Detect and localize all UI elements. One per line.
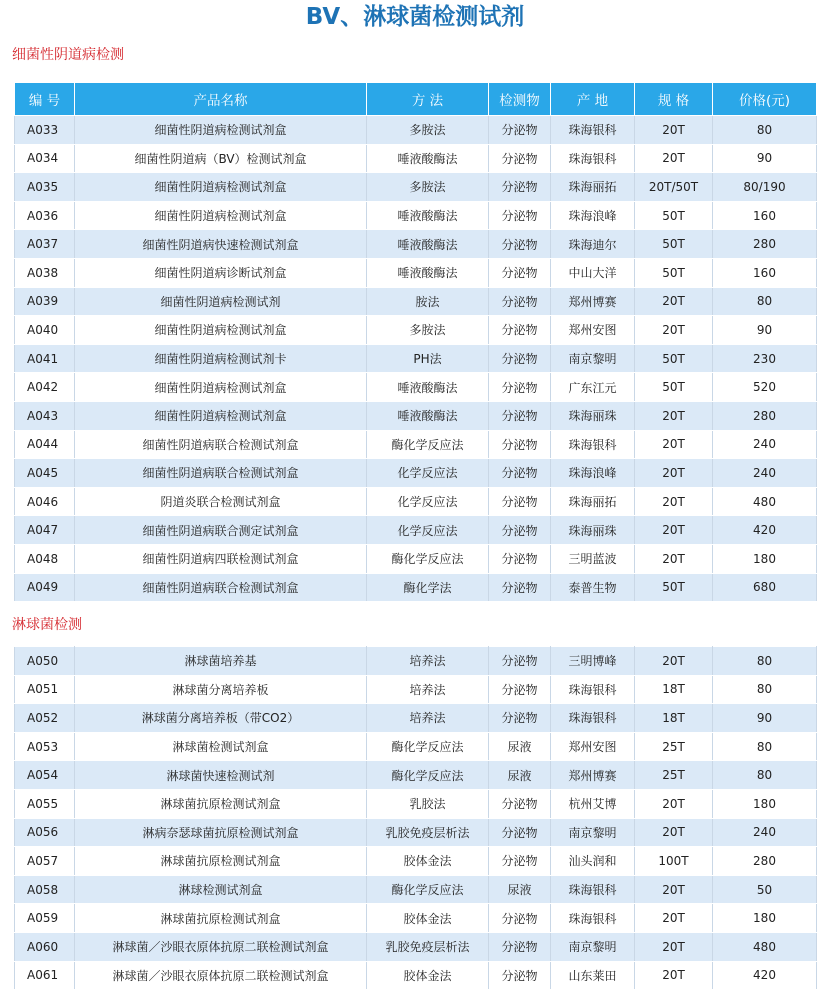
cell-product-name: 淋球菌培养基 [75,647,367,676]
cell-spec: 20T [635,487,713,516]
table-row [15,875,817,904]
cell-price: 240 [713,430,817,459]
cell-code: A043 [15,401,75,430]
cell-spec: 20T [635,789,713,818]
cell-code: A059 [15,904,75,933]
cell-spec: 50T [635,573,713,602]
cell-method: 化学反应法 [367,516,489,545]
cell-product-name: 细菌性阴道病联合检测试剂盒 [75,573,367,602]
cell-spec: 20T [635,287,713,316]
cell-price: 420 [713,961,817,990]
cell-price: 480 [713,932,817,961]
cell-price: 280 [713,847,817,876]
cell-sample: 尿液 [489,732,551,761]
cell-spec: 20T [635,875,713,904]
cell-origin: 珠海丽珠 [551,401,635,430]
cell-price: 160 [713,258,817,287]
cell-origin: 中山大洋 [551,258,635,287]
cell-method: 胺法 [367,287,489,316]
cell-product-name: 细菌性阴道病联合检测试剂盒 [75,459,367,488]
cell-code: A041 [15,344,75,373]
cell-origin: 珠海银科 [551,704,635,733]
cell-origin: 泰普生物 [551,573,635,602]
cell-product-name: 细菌性阴道病快速检测试剂盒 [75,230,367,259]
cell-method: 唾液酸酶法 [367,373,489,402]
cell-code: A033 [15,116,75,145]
cell-code: A036 [15,201,75,230]
cell-price: 520 [713,373,817,402]
cell-code: A052 [15,704,75,733]
table-row [15,789,817,818]
cell-origin: 杭州艾博 [551,789,635,818]
cell-origin: 珠海丽拓 [551,487,635,516]
cell-sample: 分泌物 [489,487,551,516]
section-heading-gonorrhea: 淋球菌检测 [12,617,82,633]
cell-product-name: 阴道炎联合检测试剂盒 [75,487,367,516]
cell-method: 酶化学反应法 [367,761,489,790]
cell-spec: 20T [635,116,713,145]
cell-code: A045 [15,459,75,488]
cell-method: 多胺法 [367,316,489,345]
cell-price: 80 [713,647,817,676]
cell-code: A044 [15,430,75,459]
cell-code: A061 [15,961,75,990]
cell-origin: 珠海银科 [551,875,635,904]
cell-sample: 分泌物 [489,258,551,287]
cell-price: 80 [713,732,817,761]
table-row [15,144,817,173]
cell-sample: 分泌物 [489,675,551,704]
cell-sample: 分泌物 [489,459,551,488]
table-row [15,373,817,402]
cell-origin: 山东莱田 [551,961,635,990]
page-title: BV、淋球菌检测试剂 [305,4,525,30]
cell-method: 胶体金法 [367,904,489,933]
table-row [15,818,817,847]
cell-product-name: 淋球菌／沙眼衣原体抗原二联检测试剂盒 [75,932,367,961]
cell-method: 乳胶免疫层析法 [367,818,489,847]
cell-sample: 分泌物 [489,961,551,990]
cell-product-name: 淋球菌／沙眼衣原体抗原二联检测试剂盒 [75,961,367,990]
cell-code: A050 [15,647,75,676]
cell-sample: 分泌物 [489,847,551,876]
bv-product-table [14,82,817,602]
cell-spec: 18T [635,704,713,733]
cell-method: 唾液酸酶法 [367,201,489,230]
table-row [15,487,817,516]
cell-sample: 分泌物 [489,173,551,202]
cell-code: A040 [15,316,75,345]
cell-spec: 50T [635,258,713,287]
cell-price: 280 [713,401,817,430]
cell-method: 乳胶免疫层析法 [367,932,489,961]
cell-product-name: 细菌性阴道病检测试剂盒 [75,401,367,430]
header-price: 价格(元) [713,83,817,116]
cell-sample: 尿液 [489,875,551,904]
gonorrhea-product-table [14,633,817,990]
cell-method: PH法 [367,344,489,373]
cell-method: 唾液酸酶法 [367,230,489,259]
cell-price: 420 [713,516,817,545]
cell-sample: 分泌物 [489,430,551,459]
cell-origin: 郑州安图 [551,316,635,345]
header-method: 方 法 [367,83,489,116]
cell-origin: 广东江元 [551,373,635,402]
cell-code: A057 [15,847,75,876]
table-row [15,430,817,459]
cell-sample: 分泌物 [489,818,551,847]
cell-product-name: 淋球菌抗原检测试剂盒 [75,847,367,876]
table-row [15,516,817,545]
cell-code: A046 [15,487,75,516]
cell-price: 680 [713,573,817,602]
cell-code: A037 [15,230,75,259]
cell-sample: 分泌物 [489,789,551,818]
cell-method: 酶化学反应法 [367,544,489,573]
table-row [15,675,817,704]
header-sample: 检测物 [489,83,551,116]
table-row [15,904,817,933]
cell-sample: 分泌物 [489,230,551,259]
cell-method: 胶体金法 [367,961,489,990]
cell-product-name: 细菌性阴道病联合检测试剂盒 [75,430,367,459]
cell-method: 多胺法 [367,173,489,202]
cell-origin: 南京黎明 [551,818,635,847]
cell-spec: 20T [635,316,713,345]
cell-origin: 珠海银科 [551,144,635,173]
cell-method: 酶化学反应法 [367,875,489,904]
table-row [15,258,817,287]
cell-method: 酶化学法 [367,573,489,602]
cell-spec: 50T [635,344,713,373]
cell-product-name: 淋球菌快速检测试剂 [75,761,367,790]
cell-product-name: 细菌性阴道病四联检测试剂盒 [75,544,367,573]
cell-code: A042 [15,373,75,402]
cell-origin: 郑州博赛 [551,287,635,316]
cell-origin: 南京黎明 [551,932,635,961]
cell-code: A058 [15,875,75,904]
cell-price: 90 [713,704,817,733]
table-row [15,287,817,316]
cell-sample: 分泌物 [489,373,551,402]
cell-method: 胶体金法 [367,847,489,876]
cell-method: 唾液酸酶法 [367,144,489,173]
header-spec: 规 格 [635,83,713,116]
table-row [15,116,817,145]
cell-price: 90 [713,144,817,173]
cell-product-name: 淋病奈瑟球菌抗原检测试剂盒 [75,818,367,847]
cell-price: 80 [713,761,817,790]
table-row [15,344,817,373]
cell-method: 化学反应法 [367,459,489,488]
cell-price: 80 [713,287,817,316]
cell-spec: 20T [635,516,713,545]
table-row [15,732,817,761]
cell-price: 80/190 [713,173,817,202]
cell-method: 唾液酸酶法 [367,401,489,430]
section-heading-bv: 细菌性阴道病检测 [12,47,124,63]
cell-product-name: 细菌性阴道病检测试剂盒 [75,116,367,145]
cell-sample: 分泌物 [489,932,551,961]
table-row [15,961,817,990]
cell-method: 酶化学反应法 [367,732,489,761]
table-row [15,932,817,961]
cell-sample: 分泌物 [489,544,551,573]
cell-product-name: 淋球菌分离培养板（带CO2） [75,704,367,733]
cell-sample: 分泌物 [489,144,551,173]
cell-sample: 分泌物 [489,344,551,373]
cell-spec: 20T [635,961,713,990]
cell-code: A054 [15,761,75,790]
cell-method: 唾液酸酶法 [367,258,489,287]
cell-sample: 分泌物 [489,401,551,430]
cell-price: 90 [713,316,817,345]
cell-product-name: 淋球菌抗原检测试剂盒 [75,789,367,818]
cell-origin: 珠海浪峰 [551,459,635,488]
cell-code: A035 [15,173,75,202]
cell-spec: 20T [635,932,713,961]
cell-product-name: 细菌性阴道病检测试剂 [75,287,367,316]
table-row [15,544,817,573]
cell-origin: 珠海银科 [551,430,635,459]
cell-price: 180 [713,904,817,933]
cell-product-name: 细菌性阴道病检测试剂卡 [75,344,367,373]
cell-code: A056 [15,818,75,847]
cell-product-name: 细菌性阴道病诊断试剂盒 [75,258,367,287]
header-origin: 产 地 [551,83,635,116]
cell-method: 培养法 [367,647,489,676]
bv-table-body [15,116,817,602]
cell-spec: 20T [635,904,713,933]
cell-origin: 南京黎明 [551,344,635,373]
cell-method: 培养法 [367,704,489,733]
cell-price: 80 [713,116,817,145]
cell-price: 50 [713,875,817,904]
cell-spec: 20T [635,144,713,173]
cell-origin: 珠海银科 [551,116,635,145]
cell-sample: 分泌物 [489,316,551,345]
cell-sample: 分泌物 [489,704,551,733]
cell-spec: 18T [635,675,713,704]
gonorrhea-table-body [15,633,817,990]
spacer-cell [15,633,817,647]
cell-sample: 分泌物 [489,287,551,316]
cell-spec: 100T [635,847,713,876]
table-row [15,647,817,676]
cell-spec: 20T [635,818,713,847]
cell-code: A060 [15,932,75,961]
cell-sample: 分泌物 [489,201,551,230]
cell-origin: 珠海浪峰 [551,201,635,230]
cell-price: 240 [713,459,817,488]
cell-origin: 三明蓝波 [551,544,635,573]
cell-product-name: 细菌性阴道病检测试剂盒 [75,173,367,202]
cell-sample: 分泌物 [489,116,551,145]
cell-spec: 25T [635,732,713,761]
cell-sample: 分泌物 [489,573,551,602]
header-code: 编 号 [15,83,75,116]
table-row [15,761,817,790]
cell-code: A053 [15,732,75,761]
table-row [15,201,817,230]
cell-code: A049 [15,573,75,602]
cell-origin: 珠海银科 [551,904,635,933]
cell-code: A048 [15,544,75,573]
cell-product-name: 细菌性阴道病（BV）检测试剂盒 [75,144,367,173]
cell-origin: 三明博峰 [551,647,635,676]
cell-spec: 50T [635,230,713,259]
cell-product-name: 细菌性阴道病联合测定试剂盒 [75,516,367,545]
cell-spec: 20T [635,459,713,488]
cell-code: A055 [15,789,75,818]
cell-code: A047 [15,516,75,545]
table-row [15,173,817,202]
cell-origin: 珠海银科 [551,675,635,704]
cell-origin: 郑州博赛 [551,761,635,790]
table-spacer [15,633,817,647]
cell-spec: 20T [635,401,713,430]
table-row [15,459,817,488]
cell-origin: 珠海丽珠 [551,516,635,545]
table-row [15,316,817,345]
cell-code: A051 [15,675,75,704]
cell-spec: 50T [635,201,713,230]
cell-method: 化学反应法 [367,487,489,516]
cell-spec: 50T [635,373,713,402]
cell-product-name: 淋球菌分离培养板 [75,675,367,704]
cell-product-name: 细菌性阴道病检测试剂盒 [75,201,367,230]
cell-price: 230 [713,344,817,373]
cell-price: 180 [713,789,817,818]
cell-spec: 20T [635,430,713,459]
cell-code: A039 [15,287,75,316]
cell-method: 酶化学反应法 [367,430,489,459]
cell-sample: 分泌物 [489,516,551,545]
table-row [15,573,817,602]
header-name: 产品名称 [75,83,367,116]
cell-method: 乳胶法 [367,789,489,818]
cell-price: 240 [713,818,817,847]
cell-product-name: 淋球菌抗原检测试剂盒 [75,904,367,933]
cell-price: 180 [713,544,817,573]
cell-spec: 25T [635,761,713,790]
table-row [15,847,817,876]
cell-product-name: 淋球检测试剂盒 [75,875,367,904]
cell-sample: 尿液 [489,761,551,790]
cell-origin: 郑州安图 [551,732,635,761]
cell-price: 160 [713,201,817,230]
cell-price: 280 [713,230,817,259]
table-header-row [15,83,817,116]
cell-origin: 珠海丽拓 [551,173,635,202]
table-row [15,704,817,733]
cell-method: 多胺法 [367,116,489,145]
cell-code: A034 [15,144,75,173]
cell-spec: 20T [635,544,713,573]
cell-spec: 20T [635,647,713,676]
table-row [15,401,817,430]
cell-code: A038 [15,258,75,287]
cell-product-name: 细菌性阴道病检测试剂盒 [75,316,367,345]
cell-sample: 分泌物 [489,904,551,933]
cell-method: 培养法 [367,675,489,704]
cell-product-name: 细菌性阴道病检测试剂盒 [75,373,367,402]
cell-origin: 汕头润和 [551,847,635,876]
cell-price: 480 [713,487,817,516]
table-row [15,230,817,259]
cell-sample: 分泌物 [489,647,551,676]
cell-spec: 20T/50T [635,173,713,202]
cell-price: 80 [713,675,817,704]
cell-origin: 珠海迪尔 [551,230,635,259]
cell-product-name: 淋球菌检测试剂盒 [75,732,367,761]
